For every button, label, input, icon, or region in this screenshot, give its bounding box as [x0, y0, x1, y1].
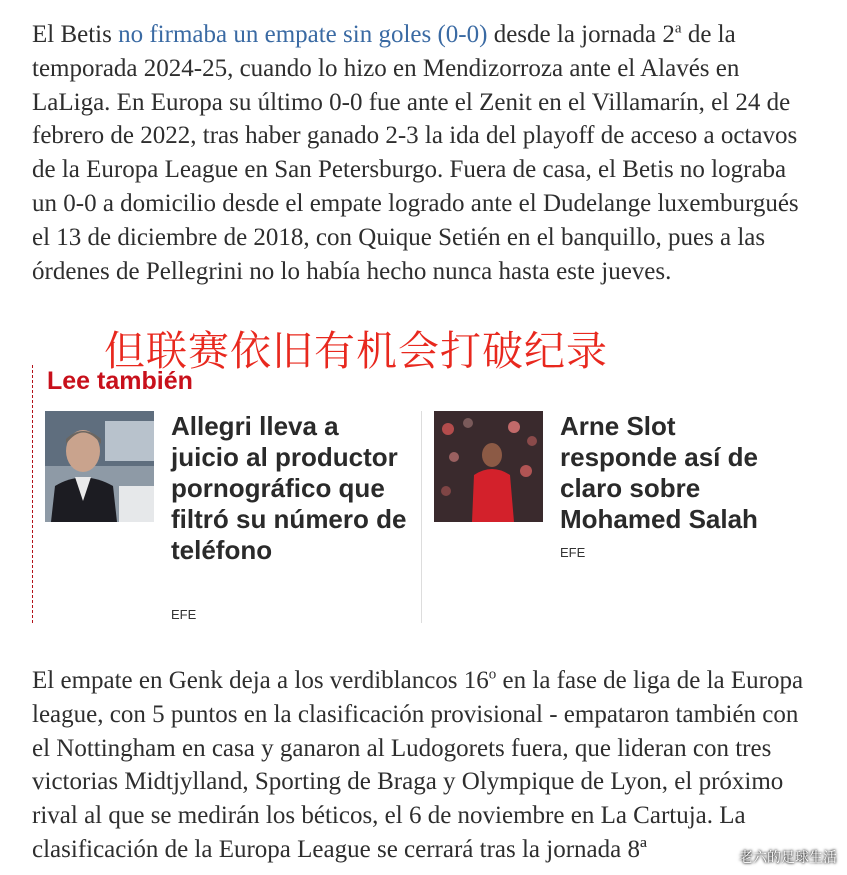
watermark: 老六的足球生活 [739, 850, 837, 866]
related-articles-box [32, 365, 813, 623]
related-card-title[interactable]: Allegri lleva a juicio al productor pornográfico que filtró su número de teléfono [171, 411, 407, 565]
article-paragraph-1 [32, 18, 812, 288]
related-card-title[interactable]: Arne Slot responde así de claro sobre Mohamed Salah [560, 411, 758, 534]
overlay-caption: 但联赛依旧有机会打破纪录 [104, 327, 608, 375]
text-run: de la temporada 2024-25, cuando lo hizo en Mendizorroza ante el Alavés en LaLiga. En Europa su último 0-0 fue ante el Zenit en el Villamarín, el 24 de febrero de 2022, tras haber ganado 2-3 la ida del playoff de acceso a octavos de la Europa League en San Petersburgo. Fuera de casa, el Betis no lograba un 0-0 a domicilio desde el empate logrado ante el Dudelange luxemburgués el 13 de diciembre de 2018, con Quique Setién en el banquillo, pues a las órdenes de Pellegrini no lo había hecho nunca hasta este jueves. [32, 21, 799, 285]
related-card-source: EFE [560, 545, 586, 560]
related-thumbnail-image[interactable] [434, 411, 543, 522]
related-title: Lee también [47, 367, 193, 395]
article-link[interactable]: no firmaba un empate sin goles (0-0) [118, 21, 488, 48]
text-run: desde la jornada 2 [487, 21, 675, 48]
related-card-source: EFE [171, 607, 197, 622]
related-thumbnail-image[interactable] [45, 411, 154, 522]
card-divider [421, 411, 422, 623]
superscript: a [674, 20, 682, 37]
superscript: o [488, 666, 497, 683]
text-run: El empate en Genk deja a los verdiblancos 16 [32, 667, 489, 694]
text-run: en la fase de liga de la Europa league, con 5 puntos en la clasificación provisional - empataron también con el Nottingham en casa y ganaron al Ludogorets fuera, que lideran con tres victorias Midtjylland, Sporting de Braga y Olympique de Lyon, el próximo rival al que se medirán los béticos, el 6 de noviembre en La Cartuja. La clasificación de la Europa League se cerrará tras la jornada 8ª [32, 667, 804, 863]
article-paragraph-2 [32, 664, 812, 867]
text-run: El Betis [32, 21, 119, 48]
